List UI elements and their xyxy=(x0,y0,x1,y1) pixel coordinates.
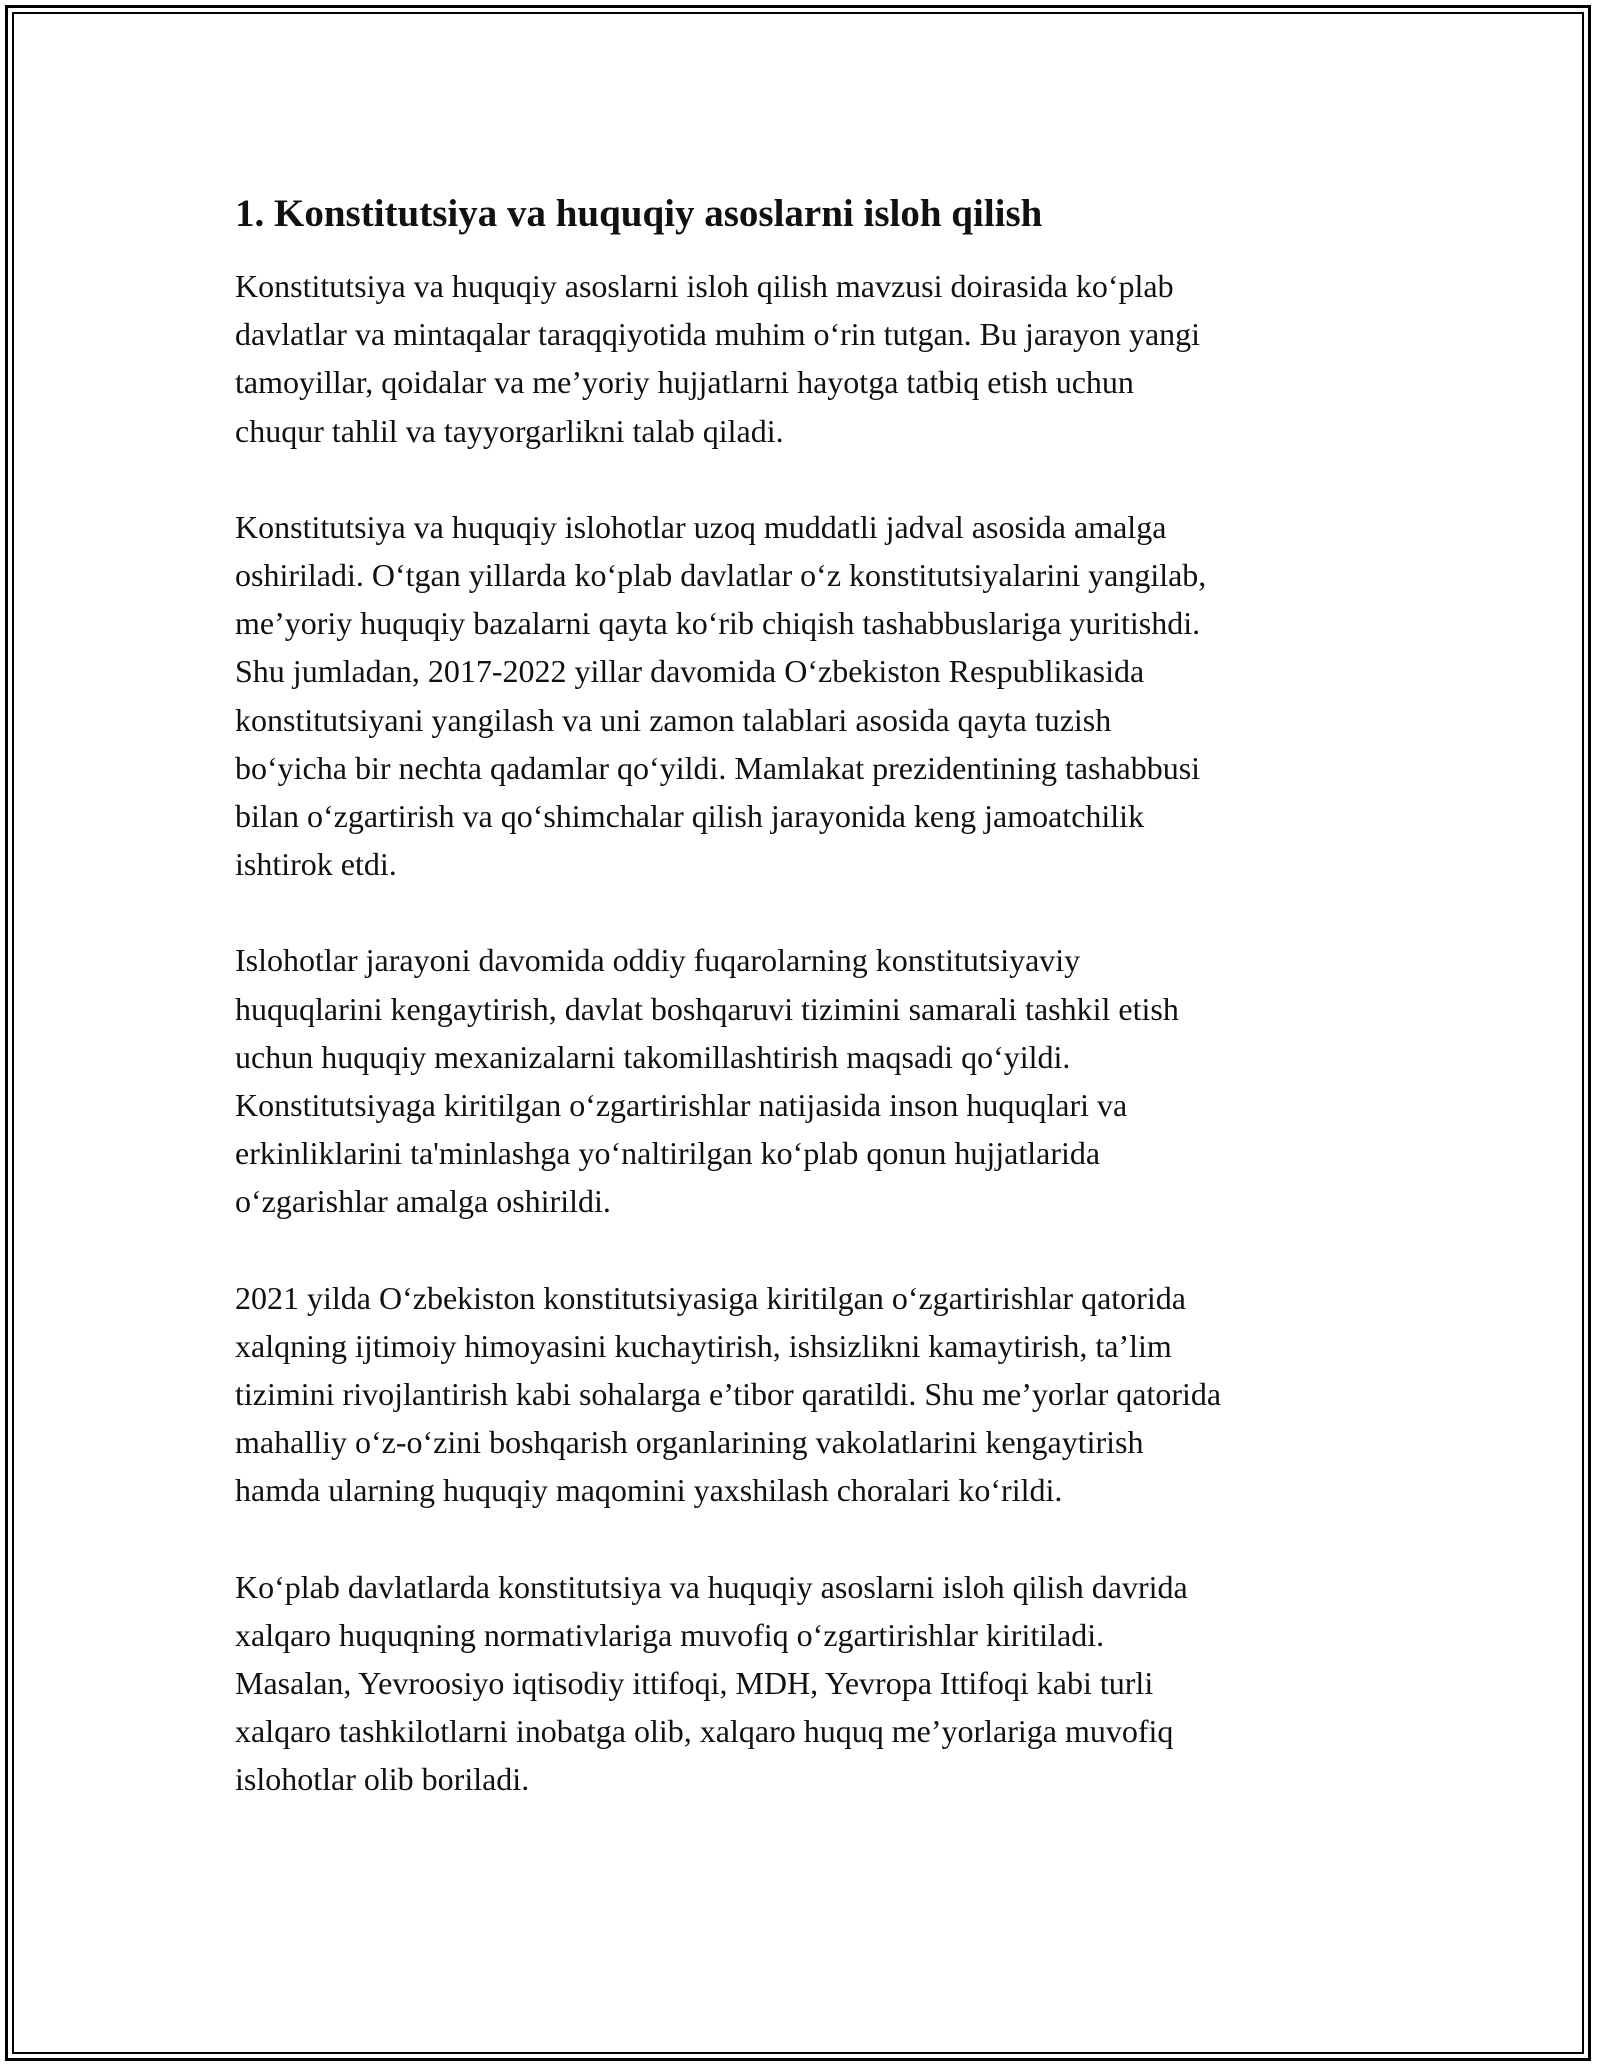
text-line: Shu jumladan, 2017-2022 yillar davomida Oʻzbekiston Respublikasida xyxy=(235,653,1145,690)
text-line: bilan oʻzgartirish va qoʻshimchalar qilish jarayonida keng jamoatchilik xyxy=(235,798,1145,835)
text-line: xalqaro tashkilotlarni inobatga olib, xalqaro huquq me’yorlariga muvofiq xyxy=(235,1713,1174,1750)
text-line: 2021 yilda Oʻzbekiston konstitutsiyasiga kiritilgan oʻzgartirishlar qatorida xyxy=(235,1279,1186,1316)
paragraph-5 xyxy=(235,1563,1375,1804)
text-line: chuqur tahlil va tayyorgarlikni talab qiladi. xyxy=(235,412,784,449)
text-line: davlatlar va mintaqalar taraqqiyotida muhim oʻrin tutgan. Bu jarayon yangi xyxy=(235,316,1201,353)
document-body xyxy=(235,186,1375,1852)
text-line: Konstitutsiyaga kiritilgan oʻzgartirishlar natijasida inson huquqlari va xyxy=(235,1087,1128,1124)
text-line: Konstitutsiya va huquqiy islohotlar uzoq muddatli jadval asosida amalga xyxy=(235,508,1167,545)
text-line: uchun huquqiy mexanizalarni takomillashtirish maqsadi qoʻyildi. xyxy=(235,1038,1071,1075)
text-line: hamda ularning huquqiy maqomini yaxshilash choralari koʻrildi. xyxy=(235,1472,1063,1509)
paragraph-4 xyxy=(235,1274,1375,1515)
text-line: xalqning ijtimoiy himoyasini kuchaytirish, ishsizlikni kamaytirish, ta’lim xyxy=(235,1327,1172,1364)
text-line: Masalan, Yevroosiyo iqtisodiy ittifoqi, MDH, Yevropa Ittifoqi kabi turli xyxy=(235,1665,1154,1702)
text-line: boʻyicha bir nechta qadamlar qoʻyildi. Mamlakat prezidentining tashabbusi xyxy=(235,749,1201,786)
text-line: oshiriladi. Oʻtgan yillarda koʻplab davlatlar oʻz konstitutsiyalarini yangilab, xyxy=(235,557,1207,594)
text-line: tamoyillar, qoidalar va me’yoriy hujjatlarni hayotga tatbiq etish uchun xyxy=(235,364,1134,401)
paragraph-2 xyxy=(235,503,1375,889)
section-heading: 1. Konstitutsiya va huquqiy asoslarni isloh qilish xyxy=(235,192,1043,235)
text-line: mahalliy oʻz-oʻzini boshqarish organlarining vakolatlarini kengaytirish xyxy=(235,1424,1144,1461)
paragraph-1 xyxy=(235,262,1375,455)
text-line: Konstitutsiya va huquqiy asoslarni isloh qilish mavzusi doirasida koʻplab xyxy=(235,268,1174,304)
paragraph-3 xyxy=(235,936,1375,1225)
text-line: Koʻplab davlatlarda konstitutsiya va huquqiy asoslarni isloh qilish davrida xyxy=(235,1568,1188,1605)
text-line: huquqlarini kengaytirish, davlat boshqaruvi tizimini samarali tashkil etish xyxy=(235,990,1179,1027)
text-line: islohotlar olib boriladi. xyxy=(235,1761,530,1798)
text-line: erkinliklarini ta'minlashga yoʻnaltirilgan koʻplab qonun hujjatlarida xyxy=(235,1135,1101,1172)
text-line: oʻzgarishlar amalga oshirildi. xyxy=(235,1183,611,1220)
text-line: ishtirok etdi. xyxy=(235,846,397,883)
text-line: tizimini rivojlantirish kabi sohalarga e’tibor qaratildi. Shu me’yorlar qatorida xyxy=(235,1376,1222,1413)
text-line: xalqaro huquqning normativlariga muvofiq oʻzgartirishlar kiritiladi. xyxy=(235,1616,1105,1653)
text-line: Islohotlar jarayoni davomida oddiy fuqarolarning konstitutsiyaviy xyxy=(235,942,1081,979)
text-line: konstitutsiyani yangilash va uni zamon talablari asosida qayta tuzish xyxy=(235,701,1112,738)
text-line: me’yoriy huquqiy bazalarni qayta koʻrib chiqish tashabbuslariga yuritishdi. xyxy=(235,605,1201,642)
